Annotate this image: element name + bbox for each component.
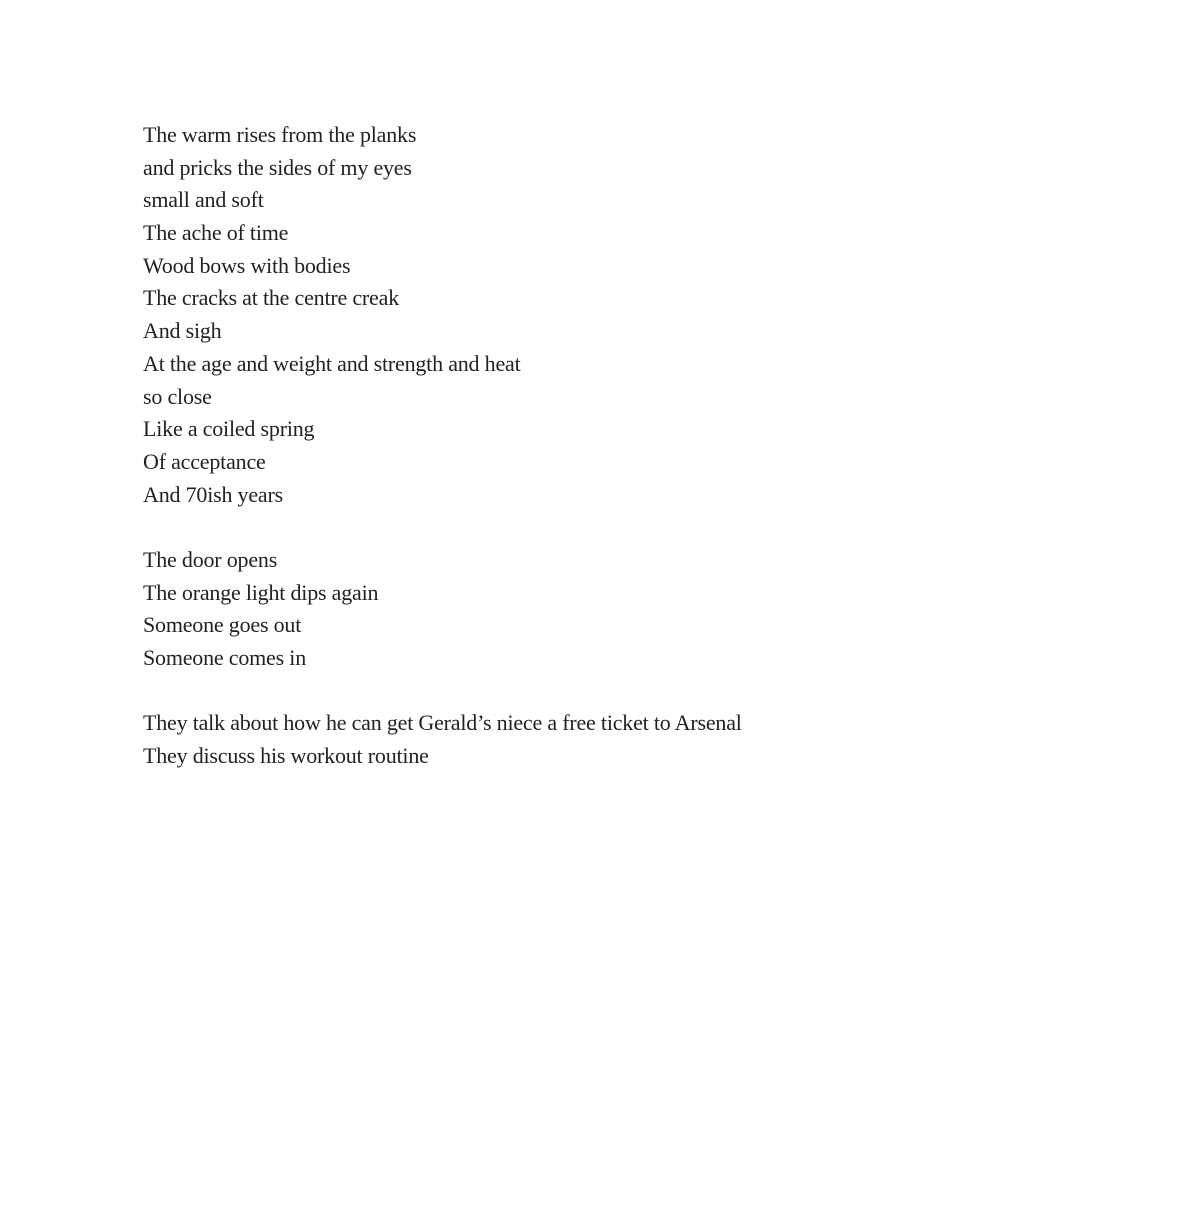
poem-line: and pricks the sides of my eyes xyxy=(143,154,412,180)
poem-line: The door opens xyxy=(143,546,278,572)
poem-line: The ache of time xyxy=(143,220,289,246)
poem-line: Wood bows with bodies xyxy=(143,252,351,278)
poem-line: Someone comes in xyxy=(143,645,306,670)
poem-line: At the age and weight and strength and heat xyxy=(143,350,521,376)
poem-line: Like a coiled spring xyxy=(143,416,315,442)
poem-line: Of acceptance xyxy=(143,448,266,474)
stanza-2 xyxy=(143,544,1123,675)
stanza-1 xyxy=(143,119,1123,511)
poem-body xyxy=(143,119,1123,805)
poem-line: They discuss his workout routine xyxy=(143,743,429,769)
stanza-3 xyxy=(143,707,1123,772)
poem-line: Someone goes out xyxy=(143,612,302,638)
poem-line: small and soft xyxy=(143,187,264,213)
poem-line: The orange light dips again xyxy=(143,579,379,605)
poem-line: The cracks at the centre creak xyxy=(143,285,399,311)
poem-line: The warm rises from the planks xyxy=(143,122,417,147)
poem-line: And 70ish years xyxy=(143,481,283,507)
poem-line: They talk about how he can get Gerald’s niece a free ticket to Arsenal xyxy=(143,710,742,736)
poem-line: And sigh xyxy=(143,318,222,344)
poem-line: so close xyxy=(143,383,212,409)
